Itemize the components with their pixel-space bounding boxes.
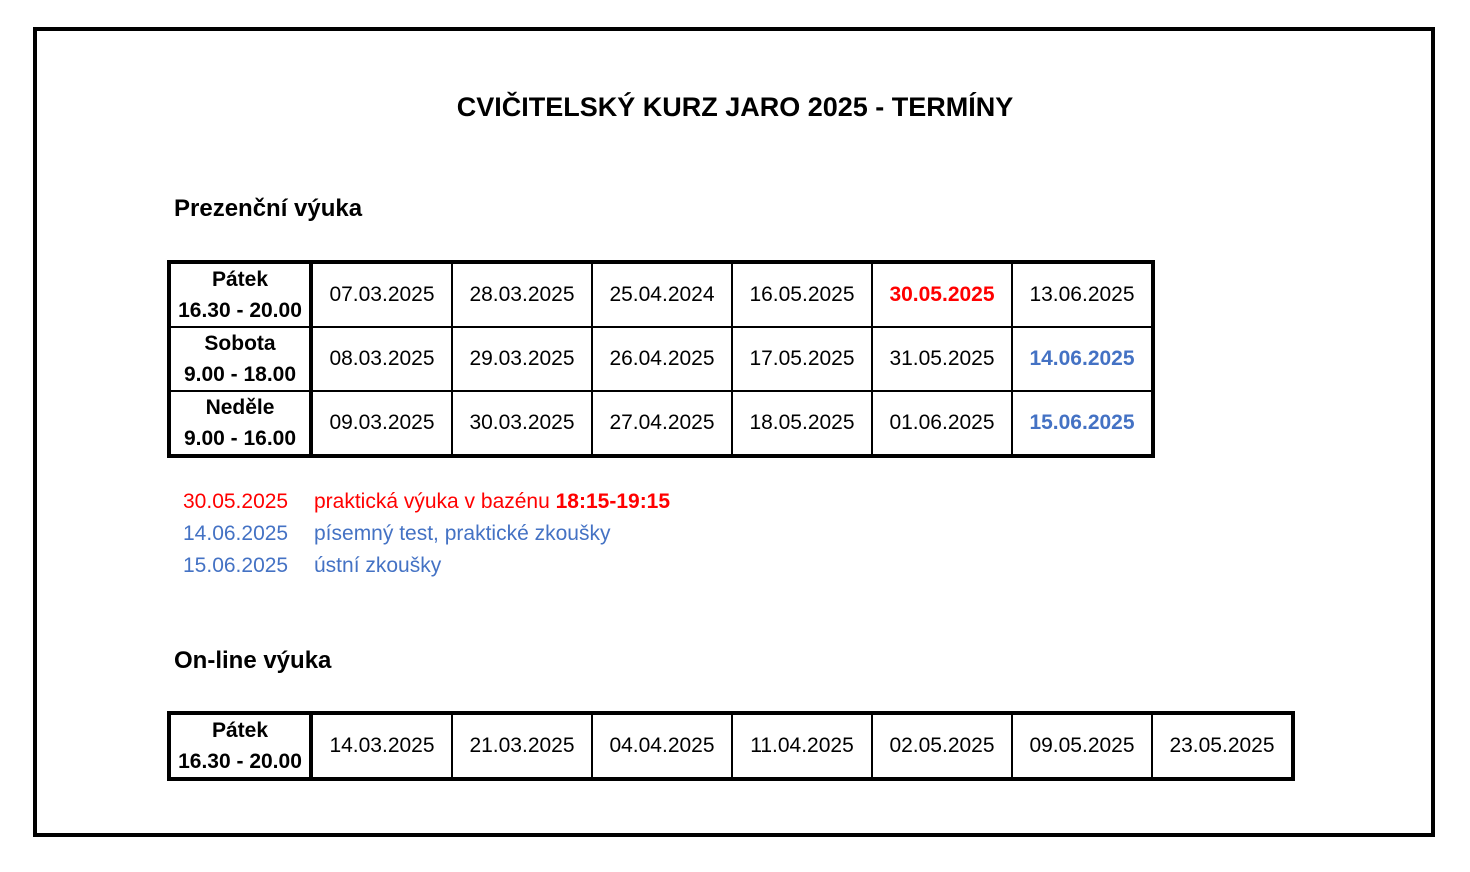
date-cell: 08.03.2025 — [311, 327, 452, 391]
day-cell — [169, 391, 311, 456]
online-schedule-table — [167, 711, 1295, 781]
date-cell: 14.03.2025 — [311, 713, 452, 779]
date-cell: 18.05.2025 — [732, 391, 872, 456]
date-cell: 07.03.2025 — [311, 262, 452, 327]
table-row — [169, 327, 1153, 391]
note-row — [183, 518, 670, 550]
note-text: písemný test, praktické zkoušky — [314, 522, 611, 545]
page-title: CVIČITELSKÝ KURZ JARO 2025 - TERMÍNY — [456, 92, 1014, 122]
day-time: 16.30 - 20.00 — [178, 750, 302, 773]
day-name: Neděle — [205, 396, 275, 419]
prezencni-table-body — [169, 262, 1153, 456]
date-cell: 16.05.2025 — [732, 262, 872, 327]
date-cell: 30.05.2025 — [872, 262, 1012, 327]
prezencni-heading: Prezenční výuka — [174, 195, 363, 222]
date-cell: 04.04.2025 — [592, 713, 732, 779]
date-cell: 30.03.2025 — [452, 391, 592, 456]
day-time: 9.00 - 18.00 — [183, 363, 297, 386]
day-cell — [169, 327, 311, 391]
note-date: 14.06.2025 — [183, 522, 289, 545]
note-date: 15.06.2025 — [183, 554, 289, 577]
date-cell: 17.05.2025 — [732, 327, 872, 391]
table-row — [169, 713, 1293, 779]
date-cell: 28.03.2025 — [452, 262, 592, 327]
table-row — [169, 262, 1153, 327]
prezencni-schedule-table — [167, 260, 1155, 458]
date-cell: 27.04.2025 — [592, 391, 732, 456]
note-row — [183, 486, 670, 518]
day-name: Sobota — [204, 332, 276, 355]
online-heading: On-line výuka — [174, 647, 332, 674]
table-row — [169, 391, 1153, 456]
day-cell — [169, 262, 311, 327]
date-cell: 14.06.2025 — [1012, 327, 1153, 391]
date-cell: 23.05.2025 — [1152, 713, 1293, 779]
date-cell: 13.06.2025 — [1012, 262, 1153, 327]
day-time: 16.30 - 20.00 — [178, 299, 302, 322]
date-cell: 21.03.2025 — [452, 713, 592, 779]
date-cell: 15.06.2025 — [1012, 391, 1153, 456]
online-table-body — [169, 713, 1293, 779]
day-time: 9.00 - 16.00 — [183, 427, 297, 450]
date-cell: 26.04.2025 — [592, 327, 732, 391]
date-cell: 29.03.2025 — [452, 327, 592, 391]
date-cell: 01.06.2025 — [872, 391, 1012, 456]
note-row — [183, 550, 670, 582]
notes-legend — [183, 486, 670, 582]
date-cell: 25.04.2024 — [592, 262, 732, 327]
date-cell: 02.05.2025 — [872, 713, 1012, 779]
day-cell — [169, 713, 311, 779]
note-text: ústní zkoušky — [314, 554, 442, 577]
date-cell: 31.05.2025 — [872, 327, 1012, 391]
note-date: 30.05.2025 — [183, 490, 289, 513]
day-name: Pátek — [211, 268, 269, 291]
note-time: 18:15-19:15 — [549, 490, 671, 513]
date-cell: 09.05.2025 — [1012, 713, 1152, 779]
date-cell: 11.04.2025 — [732, 713, 872, 779]
day-name: Pátek — [211, 719, 269, 742]
note-text: praktická výuka v bazénu — [314, 490, 550, 513]
date-cell: 09.03.2025 — [311, 391, 452, 456]
